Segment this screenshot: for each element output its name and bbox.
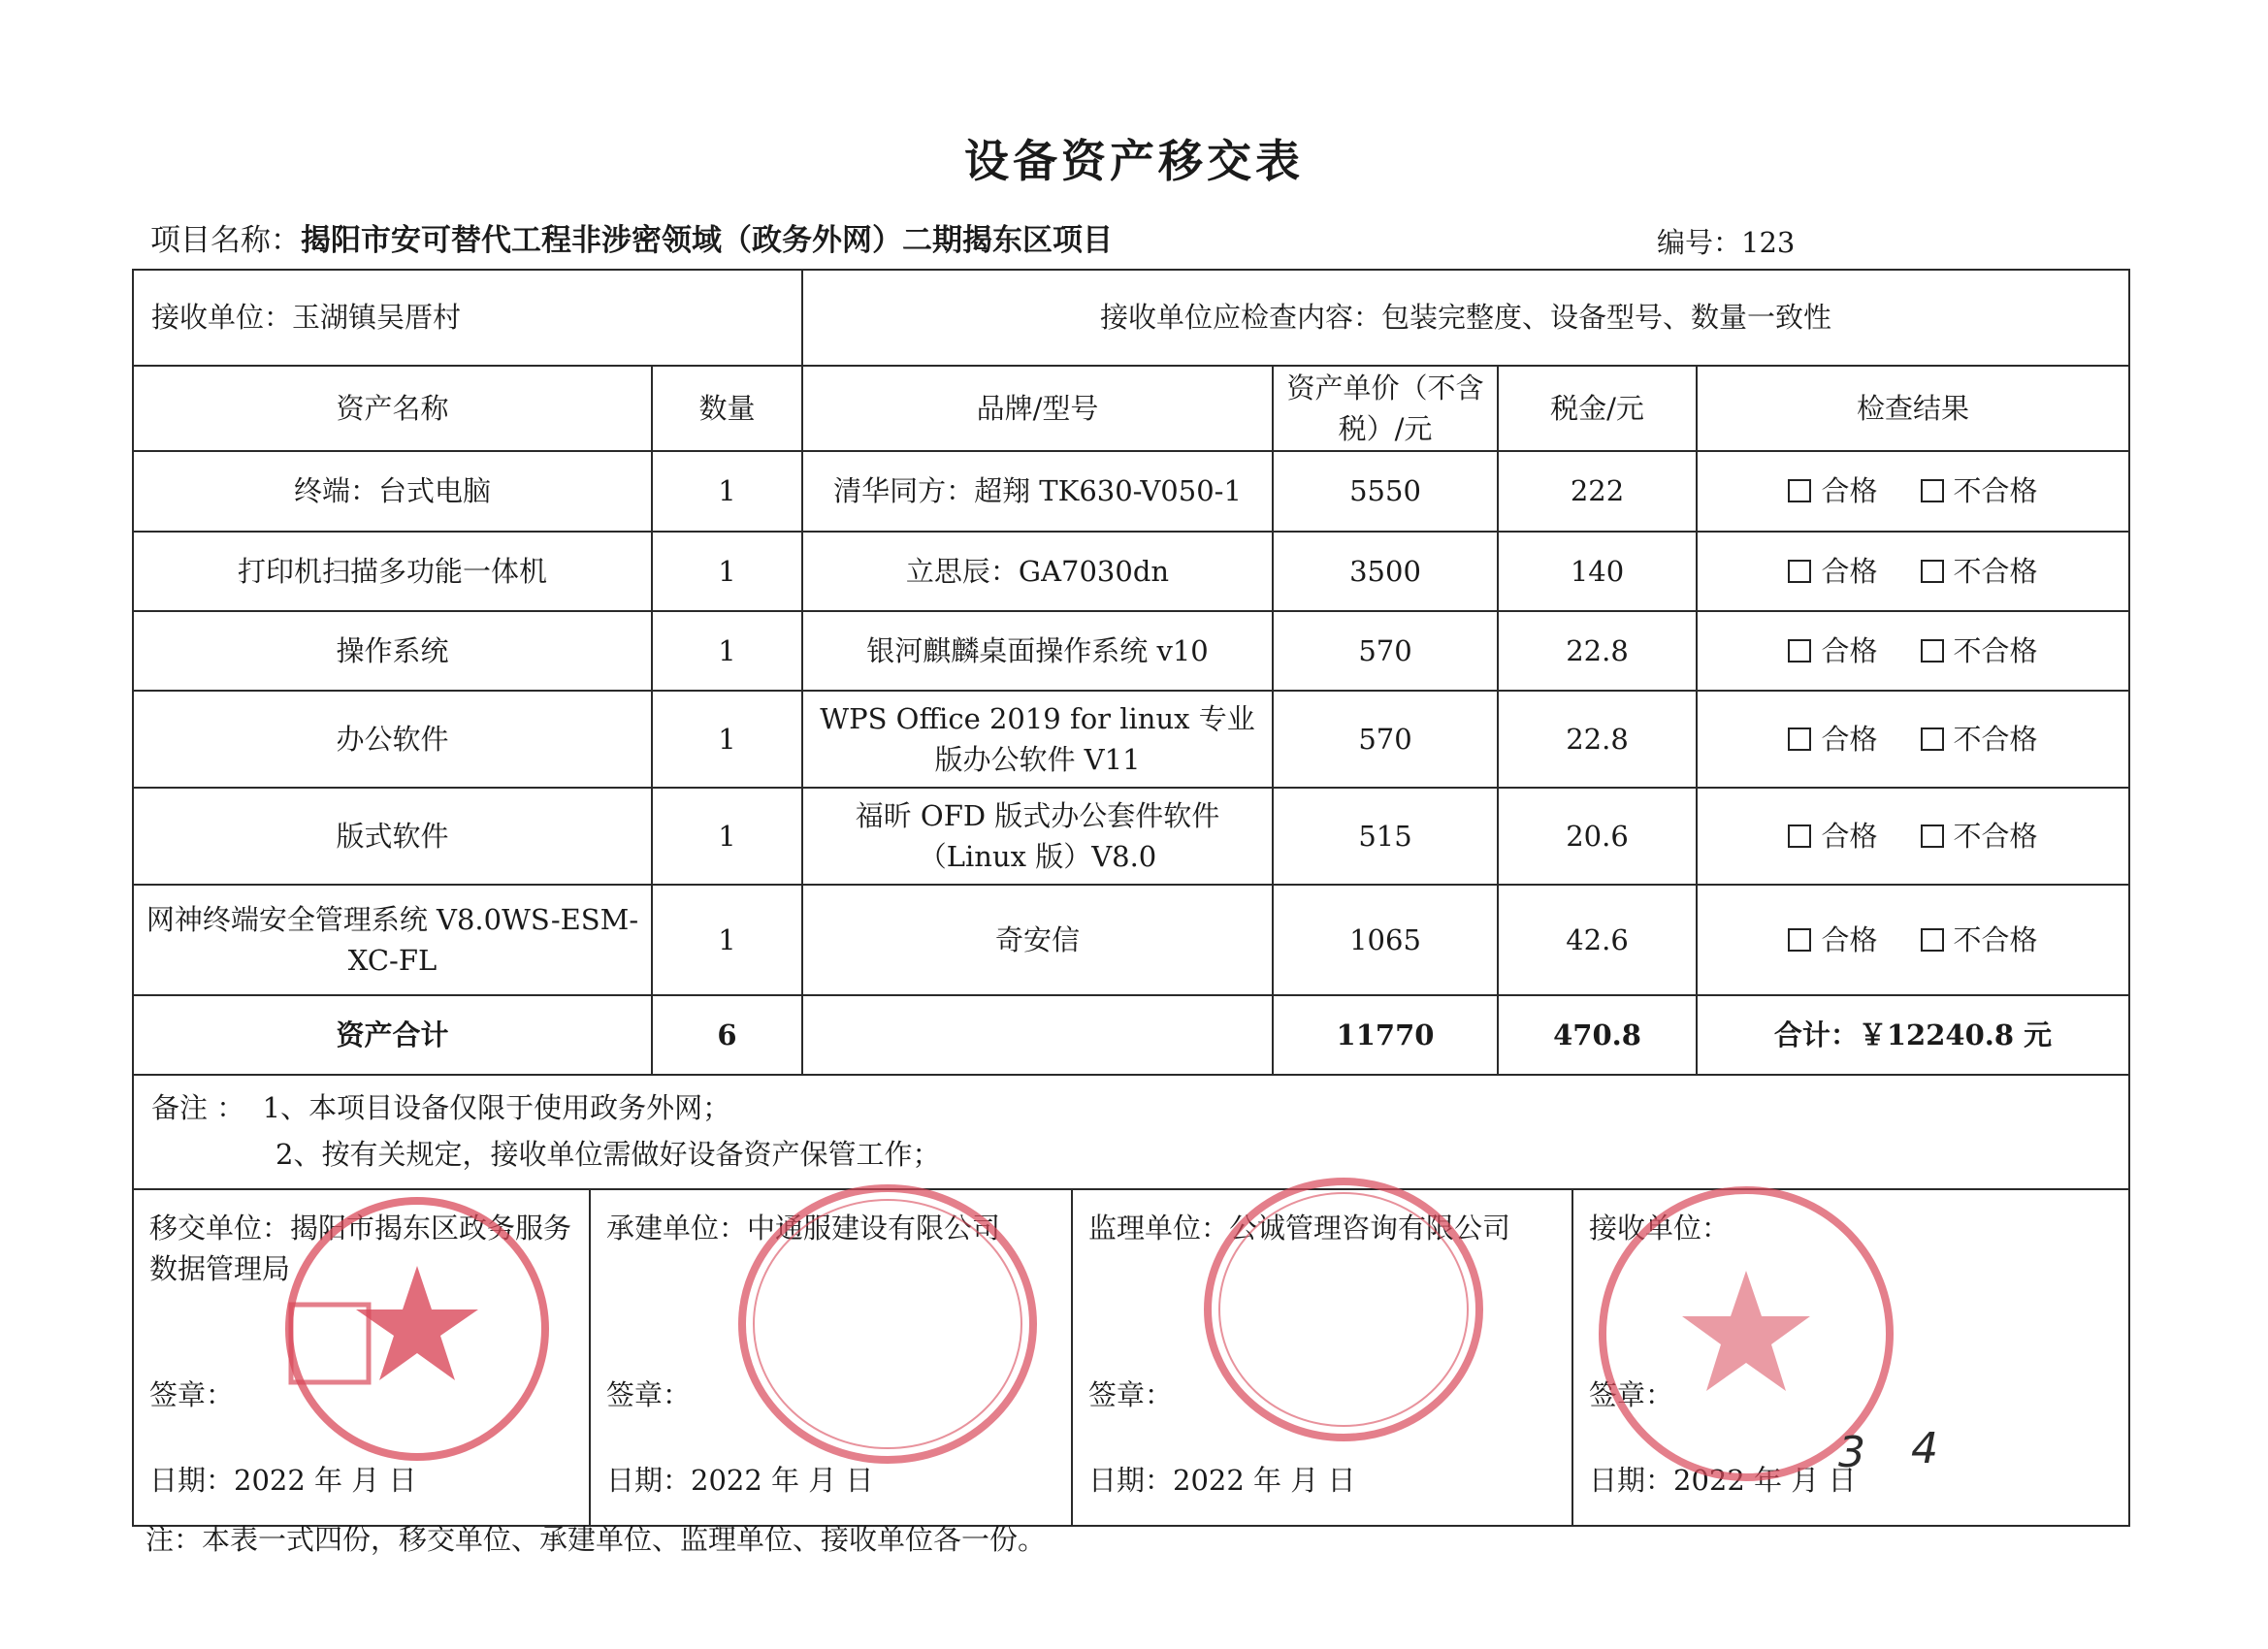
fail-label: 不合格 — [1953, 554, 2038, 588]
asset-price: 5550 — [1273, 451, 1498, 532]
asset-brand: 银河麒麟桌面操作系统 v10 — [802, 611, 1273, 691]
asset-tax: 20.6 — [1498, 788, 1697, 885]
pass-label: 合格 — [1821, 554, 1878, 588]
project-label: 项目名称： — [150, 223, 301, 258]
party-date: 日期：2022 年 月 日 — [606, 1463, 874, 1497]
serial-value: 123 — [1741, 226, 1796, 259]
asset-tax: 222 — [1498, 451, 1697, 532]
fail-checkbox[interactable] — [1921, 928, 1944, 952]
project-name: 揭阳市安可替代工程非涉密领域（政务外网）二期揭东区项目 — [301, 223, 1113, 258]
party-sign: 签章： — [1589, 1377, 1674, 1411]
asset-qty: 1 — [652, 532, 802, 611]
col-brand: 品牌/型号 — [802, 366, 1273, 451]
asset-brand: 福昕 OFD 版式办公套件软件（Linux 版）V8.0 — [802, 788, 1273, 885]
table-row — [133, 611, 2129, 691]
party-label: 接收单位： — [1589, 1211, 1731, 1245]
header-row — [133, 366, 2129, 451]
check-result — [1697, 691, 2129, 788]
asset-price: 570 — [1273, 691, 1498, 788]
receiver-value: 玉湖镇吴厝村 — [292, 301, 462, 335]
check-result — [1697, 788, 2129, 885]
table-row — [133, 532, 2129, 611]
receiver-row — [133, 270, 2129, 366]
asset-tax: 22.8 — [1498, 691, 1697, 788]
project-line — [150, 215, 1113, 259]
pass-checkbox[interactable] — [1788, 824, 1811, 848]
fail-checkbox[interactable] — [1921, 824, 1944, 848]
pass-label: 合格 — [1821, 819, 1878, 853]
party-contractor — [590, 1190, 1072, 1525]
asset-tax: 22.8 — [1498, 611, 1697, 691]
asset-qty: 1 — [652, 451, 802, 532]
receiver-cell — [133, 270, 802, 366]
asset-name: 网神终端安全管理系统 V8.0WS-ESM-XC-FL — [133, 885, 652, 995]
footnote: 注：本表一式四份，移交单位、承建单位、监理单位、接收单位各一份。 — [146, 1523, 1047, 1556]
check-result — [1697, 451, 2129, 532]
party-date: 日期：2022 年 月 日 — [1589, 1463, 1857, 1497]
asset-name: 办公软件 — [133, 691, 652, 788]
pass-label: 合格 — [1821, 474, 1878, 508]
table-row — [133, 451, 2129, 532]
total-sum: 合计：￥12240.8 元 — [1697, 995, 2129, 1075]
fail-checkbox[interactable] — [1921, 560, 1944, 583]
table-row — [133, 691, 2129, 788]
check-result — [1697, 532, 2129, 611]
pass-label: 合格 — [1821, 722, 1878, 756]
party-transfer — [134, 1190, 590, 1525]
inspection-content: 接收单位应检查内容：包装完整度、设备型号、数量一致性 — [802, 270, 2129, 366]
asset-price: 515 — [1273, 788, 1498, 885]
pass-checkbox[interactable] — [1788, 479, 1811, 502]
party-supervisor — [1072, 1190, 1572, 1525]
col-asset-name: 资产名称 — [133, 366, 652, 451]
party-sign: 签章： — [149, 1377, 235, 1411]
col-price: 资产单价（不含税）/元 — [1273, 366, 1498, 451]
document-title: 设备资产移交表 — [964, 135, 1304, 187]
asset-qty: 1 — [652, 691, 802, 788]
total-tax: 470.8 — [1498, 995, 1697, 1075]
total-brand-empty — [802, 995, 1273, 1075]
asset-tax: 42.6 — [1498, 885, 1697, 995]
table-row — [133, 885, 2129, 995]
fail-label: 不合格 — [1953, 722, 2038, 756]
remarks-line-1: 1、本项目设备仅限于使用政务外网； — [262, 1091, 731, 1124]
handwritten-month: 3 — [1838, 1428, 1865, 1477]
total-row — [133, 995, 2129, 1075]
receiver-label: 接收单位： — [151, 301, 293, 335]
asset-price: 3500 — [1273, 532, 1498, 611]
asset-name: 打印机扫描多功能一体机 — [133, 532, 652, 611]
signature-cell — [133, 1189, 2129, 1526]
asset-brand: WPS Office 2019 for linux 专业版办公软件 V11 — [802, 691, 1273, 788]
pass-label: 合格 — [1821, 922, 1878, 956]
serial-line — [1657, 221, 1795, 261]
signature-table — [134, 1190, 2130, 1525]
asset-transfer-table — [132, 269, 2130, 1527]
check-result — [1697, 885, 2129, 995]
asset-tax: 140 — [1498, 532, 1697, 611]
fail-checkbox[interactable] — [1921, 479, 1944, 502]
asset-qty: 1 — [652, 885, 802, 995]
pass-checkbox[interactable] — [1788, 928, 1811, 952]
check-result — [1697, 611, 2129, 691]
asset-qty: 1 — [652, 788, 802, 885]
pass-label: 合格 — [1821, 633, 1878, 667]
signature-row — [133, 1189, 2129, 1526]
col-result: 检查结果 — [1697, 366, 2129, 451]
col-tax: 税金/元 — [1498, 366, 1697, 451]
handwritten-day: 4 — [1911, 1424, 1938, 1473]
total-label: 资产合计 — [133, 995, 652, 1075]
total-qty: 6 — [652, 995, 802, 1075]
fail-label: 不合格 — [1953, 922, 2038, 956]
asset-brand: 立思辰：GA7030dn — [802, 532, 1273, 611]
asset-brand: 清华同方：超翔 TK630-V050-1 — [802, 451, 1273, 532]
asset-price: 1065 — [1273, 885, 1498, 995]
remarks-label: 备注 ： — [151, 1091, 245, 1124]
asset-qty: 1 — [652, 611, 802, 691]
party-date: 日期：2022 年 月 日 — [149, 1463, 417, 1497]
total-price: 11770 — [1273, 995, 1498, 1075]
pass-checkbox[interactable] — [1788, 560, 1811, 583]
serial-label: 编号： — [1657, 226, 1742, 259]
party-label: 监理单位：公诚管理咨询有限公司 — [1088, 1211, 1511, 1245]
fail-label: 不合格 — [1953, 633, 2038, 667]
party-sign: 签章： — [606, 1377, 692, 1411]
party-label: 承建单位：中通服建设有限公司 — [606, 1211, 1001, 1245]
party-label: 移交单位：揭阳市揭东区政务服务数据管理局 — [149, 1211, 572, 1285]
fail-label: 不合格 — [1953, 819, 2038, 853]
asset-name: 操作系统 — [133, 611, 652, 691]
pass-checkbox[interactable] — [1788, 728, 1811, 751]
fail-label: 不合格 — [1953, 474, 2038, 508]
party-date: 日期：2022 年 月 日 — [1088, 1463, 1356, 1497]
asset-price: 570 — [1273, 611, 1498, 691]
pass-checkbox[interactable] — [1788, 639, 1811, 663]
party-sign: 签章： — [1088, 1377, 1174, 1411]
asset-brand: 奇安信 — [802, 885, 1273, 995]
fail-checkbox[interactable] — [1921, 728, 1944, 751]
remarks-row — [133, 1075, 2129, 1189]
table-row — [133, 788, 2129, 885]
remarks-line-2: 2、按有关规定，接收单位需做好设备资产保管工作； — [275, 1137, 941, 1171]
fail-checkbox[interactable] — [1921, 639, 1944, 663]
asset-name: 终端：台式电脑 — [133, 451, 652, 532]
asset-name: 版式软件 — [133, 788, 652, 885]
remarks-cell — [133, 1075, 2129, 1189]
col-qty: 数量 — [652, 366, 802, 451]
